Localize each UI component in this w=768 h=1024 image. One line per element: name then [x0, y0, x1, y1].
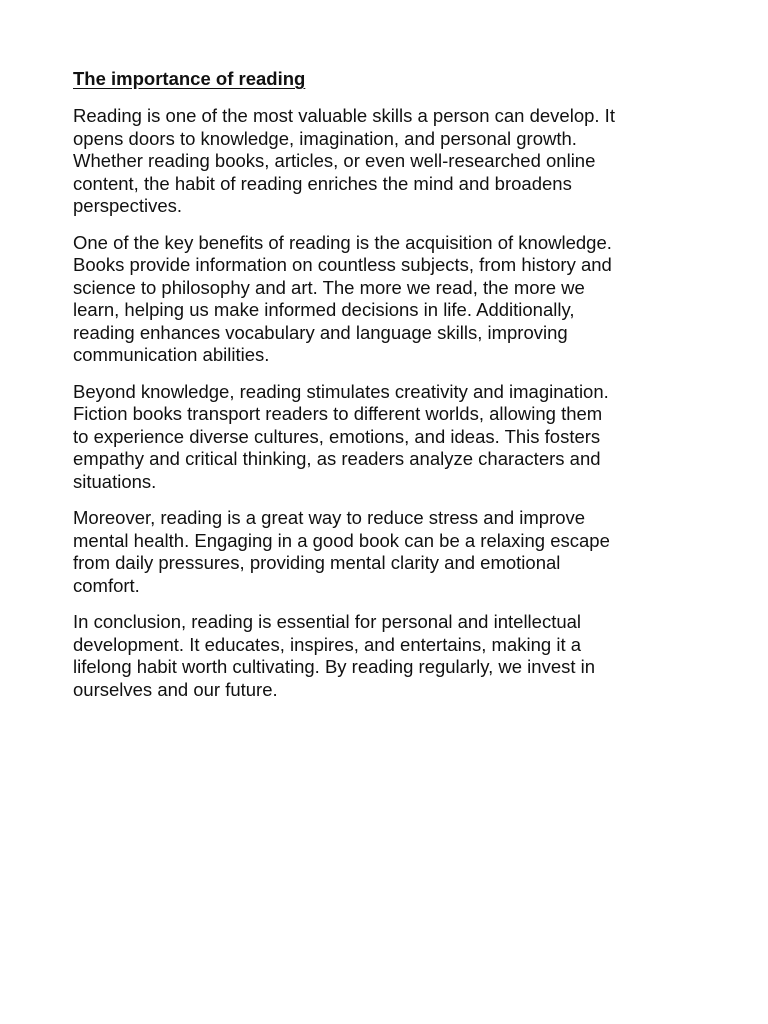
paragraph-line: Whether reading books, articles, or even well-researched online — [73, 150, 596, 171]
paragraph-1 — [73, 105, 708, 218]
paragraph-line: lifelong habit worth cultivating. By reading regularly, we invest in — [73, 656, 596, 677]
paragraph-line: opens doors to knowledge, imagination, and personal growth. — [73, 127, 577, 149]
paragraph-line: science to philosophy and art. The more we read, the more we — [73, 276, 585, 298]
paragraph-line: content, the habit of reading enriches the mind and broadens — [73, 172, 572, 194]
paragraph-line: Books provide information on countless subjects, from history and — [73, 254, 612, 275]
paragraph-line: Reading is one of the most valuable skills a person can develop. It — [73, 105, 615, 126]
paragraph-line: to experience diverse cultures, emotions, and ideas. This fosters — [73, 425, 601, 447]
paragraph-4 — [73, 507, 708, 597]
paragraph-line: situations. — [73, 470, 157, 492]
paragraph-line: empathy and critical thinking, as readers analyze characters and — [73, 448, 601, 469]
paragraph-line: Beyond knowledge, reading stimulates creativity and imagination. — [73, 380, 609, 402]
paragraph-line: development. It educates, inspires, and entertains, making it a — [73, 633, 582, 655]
paragraph-5 — [73, 611, 708, 701]
paragraph-line: Fiction books transport readers to different worlds, allowing them — [73, 403, 603, 424]
paragraph-3 — [73, 381, 708, 494]
paragraph-line: comfort. — [73, 574, 140, 596]
paragraph-line: One of the key benefits of reading is the acquisition of knowledge. — [73, 231, 612, 253]
paragraph-line: Moreover, reading is a great way to reduce stress and improve — [73, 507, 586, 528]
paragraph-2 — [73, 232, 708, 367]
paragraph-line: mental health. Engaging in a good book can be a relaxing escape — [73, 529, 610, 551]
paragraph-line: learn, helping us make informed decisions in life. Additionally, — [73, 299, 575, 320]
paragraph-line: In conclusion, reading is essential for personal and intellectual — [73, 611, 582, 632]
paragraph-line: perspectives. — [73, 195, 182, 216]
paragraph-line: reading enhances vocabulary and language skills, improving — [73, 321, 568, 343]
paragraph-line: from daily pressures, providing mental clarity and emotional — [73, 552, 561, 573]
paragraph-line: communication abilities. — [73, 344, 270, 365]
paragraph-line: ourselves and our future. — [73, 678, 278, 700]
document-title: The importance of reading — [73, 68, 306, 89]
